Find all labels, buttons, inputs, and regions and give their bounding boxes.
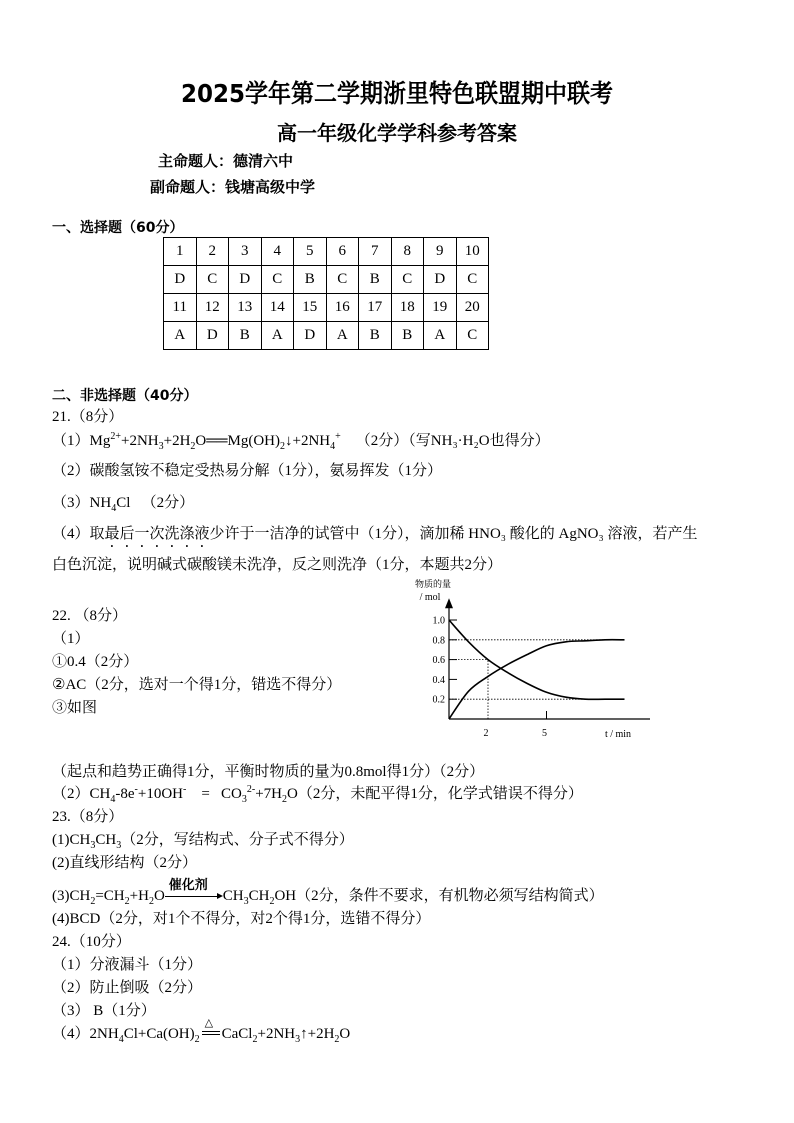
q21-part3-prefix: （3） [52, 495, 90, 511]
q23-part1-prefix: (1) [52, 832, 70, 848]
q23-part1-note: （2分，写结构式、分子式不得分） [121, 832, 354, 848]
q23-title: 23.（8分） [52, 809, 124, 825]
q24-reactants: $2NH_4Cl+Ca(OH)_2$ [89, 1026, 200, 1045]
q23-reactants: $CH_2=CH_2+H_2O$ [69, 888, 165, 907]
q23-reaction-arrow [165, 877, 223, 902]
question-number-row [164, 294, 489, 322]
q21-part1-prefix: （1） [52, 433, 90, 449]
q21-part2: （2）碳酸氢铵不稳定受热易分解（1分），氨易挥发（1分） [52, 463, 443, 479]
answer-cell: C [261, 266, 294, 294]
question-number-cell: 10 [456, 238, 489, 266]
answer-cell: D [196, 322, 229, 350]
answer-cell: D [164, 266, 197, 294]
answer-cell: A [164, 322, 197, 350]
q21-part4-line2: 白色沉淀，说明碱式碳酸镁未洗净，反之则洗净（1分，本题共2分） [52, 557, 503, 573]
answer-cell: C [391, 266, 424, 294]
question-number-cell: 19 [424, 294, 457, 322]
y-tick-label: 1.0 [432, 615, 445, 627]
q21-part4-line1 [52, 522, 698, 551]
y-tick-label: 0.2 [432, 694, 445, 706]
q21-part4-emphasis: 最后一次洗涤液 [104, 526, 210, 542]
q23-product: $CH_3CH_2OH$ [222, 888, 297, 907]
section1-heading: 一、选择题（60分） [52, 220, 184, 236]
question-number-cell: 2 [196, 238, 229, 266]
deputy-author-label: 副命题人： [150, 178, 226, 196]
q24-heat-condition: △ [204, 1017, 214, 1029]
page-title: 2025学年第二学期浙里特色联盟期中联考 [180, 79, 614, 108]
answer-row [164, 322, 489, 350]
answer-cell: A [261, 322, 294, 350]
series-line-reactant [449, 620, 625, 699]
q22-answer3: ③如图 [52, 700, 98, 716]
q24-part3: （3） B（1分） [52, 1003, 156, 1019]
answer-row [164, 266, 489, 294]
q22-title: 22. （8分） [52, 608, 128, 624]
question-number-cell: 7 [359, 238, 392, 266]
question-number-row [164, 238, 489, 266]
question-number-cell: 16 [326, 294, 359, 322]
page-subtitle: 高一年级化学学科参考答案 [277, 121, 517, 145]
q21-part3-formula: $NH_4Cl$ [89, 495, 131, 514]
q21-part3-note: （2分） [141, 495, 195, 511]
deputy-author-value: 钱塘高级中学 [225, 178, 316, 196]
q21-part3 [52, 491, 194, 512]
answer-cell: C [456, 266, 489, 294]
q24-heat-equals [200, 1017, 222, 1040]
chart-ylabel: 物质的量 [414, 579, 452, 589]
answer-cell: B [391, 322, 424, 350]
q23-part3 [52, 877, 604, 907]
answer-cell: C [456, 322, 489, 350]
q23-part3-prefix: (3) [52, 888, 70, 904]
chart-xlabel: t / min [604, 729, 632, 740]
q22-part2-note: （2分，未配平得1分，化学式错误不得分） [297, 786, 583, 802]
question-number-cell: 4 [261, 238, 294, 266]
answer-table [163, 237, 489, 350]
question-number-cell: 1 [164, 238, 197, 266]
x-tick-label: 2 [483, 728, 489, 739]
question-number-cell: 6 [326, 238, 359, 266]
answer-cell: B [359, 266, 392, 294]
q22-equation: $CH_4-8e^-+10OH^-$ = $CO_3^{2-}+7H_2O$ [89, 784, 298, 805]
answer-cell: D [229, 266, 262, 294]
answer-cell: C [196, 266, 229, 294]
q24-title: 24.（10分） [52, 934, 131, 950]
answer-cell: B [359, 322, 392, 350]
question-number-cell: 3 [229, 238, 262, 266]
q23-part1-formula: $CH_3CH_3$ [69, 832, 122, 851]
answer-cell: B [229, 322, 262, 350]
q22-part2 [52, 782, 583, 803]
q23-catalyst: 催化剂 [168, 877, 208, 893]
question-number-cell: 12 [196, 294, 229, 322]
question-number-cell: 15 [294, 294, 327, 322]
answer-cell: B [294, 266, 327, 294]
q22-answer1: ①0.4（2分） [52, 654, 139, 670]
answer-cell: D [424, 266, 457, 294]
q21-part1-note: （2分）（写NH₃·H₂O也得分） [355, 433, 550, 449]
q23-part1 [52, 828, 354, 849]
question-number-cell: 20 [456, 294, 489, 322]
q21-part4-b: 少许于一洁净的试管中（1分），滴加稀 HNO₃ 酸化的 AgNO₃ 溶液，若产生 [209, 526, 698, 542]
q24-part4-prefix: （4） [52, 1026, 90, 1042]
q21-equation: $Mg^{2+}+2NH_3+2H_2O══Mg(OH)_2↓+2NH_4^+$ [89, 431, 341, 452]
q22-answer2: ②AC（2分，选对一个得1分，错选不得分） [52, 677, 342, 693]
question-number-cell: 14 [261, 294, 294, 322]
q24-part4 [52, 1017, 351, 1045]
x-tick-label: 5 [542, 728, 547, 739]
q24-part1: （1）分液漏斗（1分） [52, 957, 203, 973]
y-tick-label: 0.4 [432, 674, 445, 686]
q22-scoring-note: （起点和趋势正确得1分，平衡时物质的量为0.8mol得1分）（2分） [52, 764, 485, 780]
q21-part4-a: （4）取 [52, 526, 105, 542]
answer-cell: A [424, 322, 457, 350]
q23-part4: (4)BCD（2分，对1个不得分，对2个得1分，选错不得分） [52, 911, 431, 927]
section2-heading: 二、非选择题（40分） [52, 388, 198, 404]
q23-part2: (2)直线形结构（2分） [52, 855, 197, 871]
q22-part2-prefix: （2） [52, 786, 90, 802]
chief-author-value: 德清六中 [233, 152, 294, 170]
y-tick-label: 0.6 [432, 655, 445, 667]
q21-title: 21.（8分） [52, 409, 124, 425]
q21-part1 [52, 429, 550, 450]
answer-cell: C [326, 266, 359, 294]
mole-time-chart [380, 575, 650, 745]
question-number-cell: 13 [229, 294, 262, 322]
series-line-product [449, 640, 625, 719]
chief-author-label: 主命题人： [158, 152, 234, 170]
chart-yunit: / mol [419, 592, 441, 603]
q23-part3-note: （2分，条件不要求，有机物必须写结构简式） [296, 888, 604, 904]
answer-cell: D [294, 322, 327, 350]
y-axis-arrow [445, 598, 453, 608]
question-number-cell: 17 [359, 294, 392, 322]
y-tick-label: 0.8 [432, 635, 445, 647]
answer-cell: A [326, 322, 359, 350]
chief-author [158, 150, 293, 171]
q24-part2: （2）防止倒吸（2分） [52, 980, 203, 996]
question-number-cell: 8 [391, 238, 424, 266]
q22-part1: （1） [52, 631, 90, 647]
question-number-cell: 5 [294, 238, 327, 266]
q24-products: $CaCl_2+2NH_3↑+2H_2O$ [221, 1026, 351, 1045]
question-number-cell: 11 [164, 294, 197, 322]
question-number-cell: 18 [391, 294, 424, 322]
deputy-author [150, 176, 315, 197]
question-number-cell: 9 [424, 238, 457, 266]
